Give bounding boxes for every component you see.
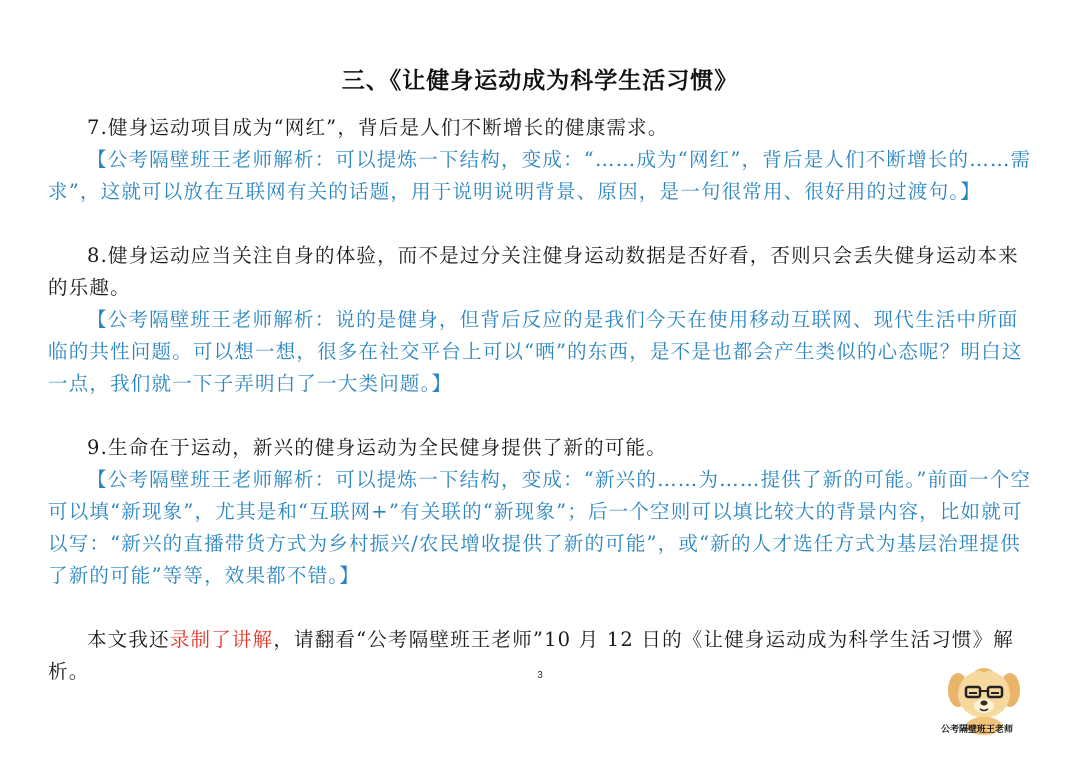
document-body [48, 112, 1036, 688]
point-7-text: 7.健身运动项目成为“网红”，背后是人们不断增长的健康需求。 [87, 116, 669, 139]
footer-note-highlight: 录制了讲解 [169, 628, 274, 651]
footer-note-suffix: ，请翻看“公考隔壁班王老师”10 月 12 日的《让健身运动成为科学生活习惯》解析。 [48, 628, 1014, 683]
point-9-analysis: 【公考隔壁班王老师解析：可以提炼一下结构，变成：“新兴的……为……提供了新的可能。”前面一个空可以填“新现象”，尤其是和“互联网+”有关联的“新现象”；后一个空则可以填比较大的背景内容，比如就可以写：“新兴的直播带货方式为乡村振兴/农民增收提供了新的可能”，或“新的人才选任方式为基层治理提供了新的可能”等等，效果都不错。】 [48, 468, 1032, 587]
page-number: 3 [537, 670, 543, 681]
footer-note-prefix: 本文我还 [87, 628, 170, 651]
paragraph-gap [48, 400, 1036, 432]
paragraph-gap [48, 208, 1036, 240]
paragraph-gap [48, 592, 1036, 624]
point-9-text: 9.生命在于运动，新兴的健身运动为全民健身提供了新的可能。 [87, 436, 667, 459]
page-title: 三、《让健身运动成为科学生活习惯》 [341, 67, 739, 94]
logo-caption: 公考隔壁班王老师 [940, 725, 1013, 735]
point-8-text: 8.健身运动应当关注自身的体验，而不是过分关注健身运动数据是否好看，否则只会丢失健身运动本来的乐趣。 [48, 244, 1019, 299]
point-7-analysis: 【公考隔壁班王老师解析：可以提炼一下结构，变成：“……成为“网红”，背后是人们不断增长的……需求”，这就可以放在互联网有关的话题，用于说明说明背景、原因，是一句很常用、很好用的过渡句。】 [48, 148, 1032, 203]
point-8-analysis: 【公考隔壁班王老师解析：说的是健身，但背后反应的是我们今天在使用移动互联网、现代生活中所面临的共性问题。可以想一想，很多在社交平台上可以“晒”的东西，是不是也都会产生类似的心态呢？明白这一点，我们就一下子弄明白了一大类问题。】 [48, 308, 1023, 395]
